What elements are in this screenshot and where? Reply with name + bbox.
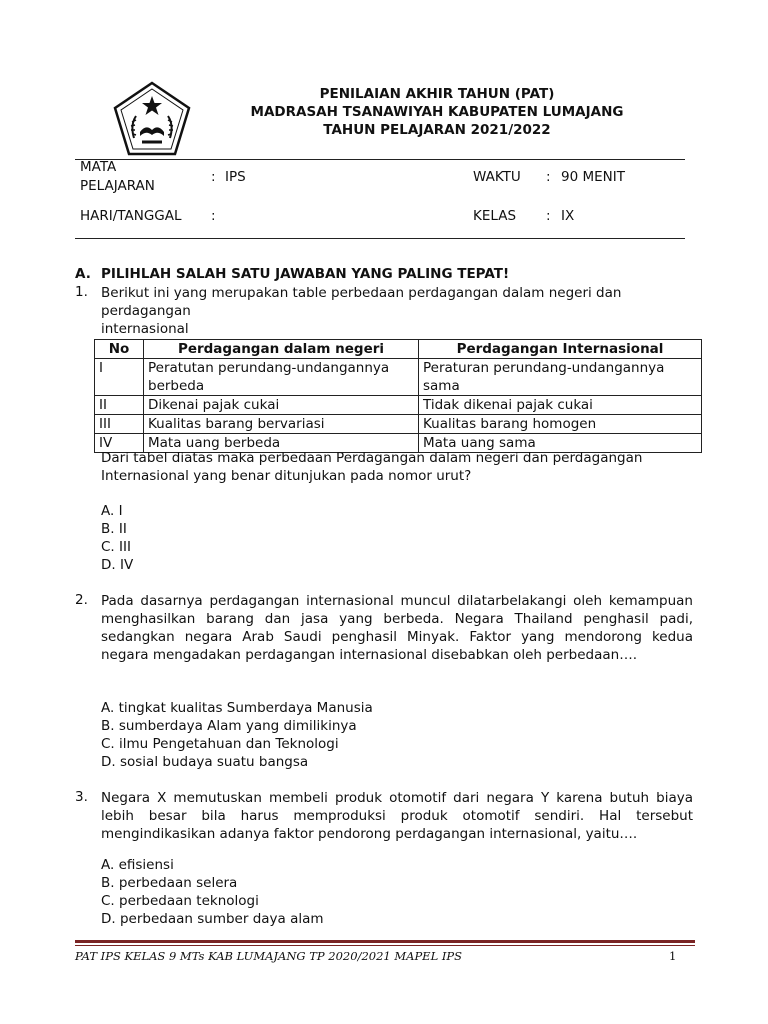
table-cell: Dikenai pajak cukai	[144, 396, 419, 415]
mapel-separator: :	[211, 169, 216, 185]
hari-label: HARI/TANGGAL	[80, 208, 182, 224]
table-cell: Mata uang sama	[419, 434, 702, 453]
q1-comparison-table	[94, 339, 702, 453]
q1-option-b[interactable]: B. II	[101, 521, 127, 537]
q2-number: 2.	[75, 592, 88, 608]
q1-number: 1.	[75, 284, 88, 300]
q2-option-c[interactable]: C. ilmu Pengetahuan dan Teknologi	[101, 736, 339, 752]
q1-followup-line1: Dari tabel diatas maka perbedaan Perdagangan dalam negeri dan perdagangan	[101, 450, 643, 466]
footer-text: PAT IPS KELAS 9 MTs KAB LUMAJANG TP 2020/2021 MAPEL IPS	[75, 949, 463, 963]
mapel-label-1: MATA	[80, 159, 117, 175]
q1-text-line3: internasional	[101, 321, 189, 337]
kelas-value: IX	[561, 208, 575, 224]
q2-text: Pada dasarnya perdagangan internasional muncul dilatarbelakangi oleh kemampuan menghasilkan barang dan jasa yang berbeda. Negara Thailand penghasil padi, sedangkan negara Arab Saudi penghasil Minyak. Faktor yang mendorong kedua negara mengadakan perdagangan internasional disebabkan oleh perbedaan….	[101, 593, 693, 663]
q1-followup-line2: Internasional yang benar ditunjukan pada nomor urut?	[101, 468, 472, 484]
mapel-label-2: PELAJARAN	[80, 178, 155, 194]
table-cell: Mata uang berbeda	[144, 434, 419, 453]
q3-option-d[interactable]: D. perbedaan sumber daya alam	[101, 911, 324, 927]
page-number: 1	[669, 949, 677, 963]
info-top-rule	[75, 159, 685, 160]
ministry-logo-icon	[112, 80, 192, 158]
section-letter: A.	[75, 266, 91, 282]
waktu-separator: :	[546, 169, 551, 185]
academic-year: TAHUN PELAJARAN 2021/2022	[323, 122, 551, 138]
hari-separator: :	[211, 208, 216, 224]
table-row	[95, 415, 702, 434]
waktu-label: WAKTU	[473, 169, 521, 185]
table-header-row	[95, 340, 702, 359]
table-cell: Peraturan perundang-undangannya sama	[419, 359, 702, 396]
info-bottom-rule	[75, 238, 685, 239]
school-name: MADRASAH TSANAWIYAH KABUPATEN LUMAJANG	[250, 104, 624, 120]
section-title: PILIHLAH SALAH SATU JAWABAN YANG PALING TEPAT!	[101, 266, 510, 282]
kelas-separator: :	[546, 208, 551, 224]
q3-option-b[interactable]: B. perbedaan selera	[101, 875, 238, 891]
kelas-label: KELAS	[473, 208, 517, 224]
q3-number: 3.	[75, 789, 88, 805]
table-cell: III	[95, 415, 144, 434]
table-header-no: No	[95, 340, 144, 359]
table-header-international: Perdagangan Internasional	[419, 340, 702, 359]
waktu-value: 90 MENIT	[561, 169, 625, 185]
table-cell: Kualitas barang homogen	[419, 415, 702, 434]
q3-option-a[interactable]: A. efisiensi	[101, 857, 174, 873]
q3-text: Negara X memutuskan membeli produk otomotif dari negara Y karena butuh biaya lebih besar bila harus memproduksi produk otomotif sendiri. Hal tersebut mengindikasikan adanya faktor pendorong perdagangan internasional, yaitu….	[101, 790, 693, 842]
table-cell: I	[95, 359, 144, 396]
q2-option-a[interactable]: A. tingkat kualitas Sumberdaya Manusia	[101, 700, 373, 716]
section-a-heading	[75, 266, 510, 282]
q1-text-line1: Berikut ini yang merupakan table perbedaan perdagangan dalam negeri dan	[101, 285, 622, 301]
table-cell: Peratutan perundang-undangannya berbeda	[144, 359, 419, 396]
table-cell: Tidak dikenai pajak cukai	[419, 396, 702, 415]
table-row	[95, 396, 702, 415]
footer-rule-thick	[75, 940, 695, 943]
q1-text-line2: perdagangan	[101, 303, 191, 319]
q1-option-a[interactable]: A. I	[101, 503, 123, 519]
q2-option-d[interactable]: D. sosial budaya suatu bangsa	[101, 754, 309, 770]
table-cell: IV	[95, 434, 144, 453]
mapel-value: IPS	[225, 169, 246, 185]
exam-title: PENILAIAN AKHIR TAHUN (PAT)	[319, 86, 555, 102]
table-cell: Kualitas barang bervariasi	[144, 415, 419, 434]
q1-option-c[interactable]: C. III	[101, 539, 131, 555]
table-cell: II	[95, 396, 144, 415]
q3-option-c[interactable]: C. perbedaan teknologi	[101, 893, 259, 909]
q2-option-b[interactable]: B. sumberdaya Alam yang dimilikinya	[101, 718, 357, 734]
table-row	[95, 359, 702, 396]
q1-option-d[interactable]: D. IV	[101, 557, 134, 573]
table-header-domestic: Perdagangan dalam negeri	[144, 340, 419, 359]
footer-rule-thin	[75, 945, 695, 946]
